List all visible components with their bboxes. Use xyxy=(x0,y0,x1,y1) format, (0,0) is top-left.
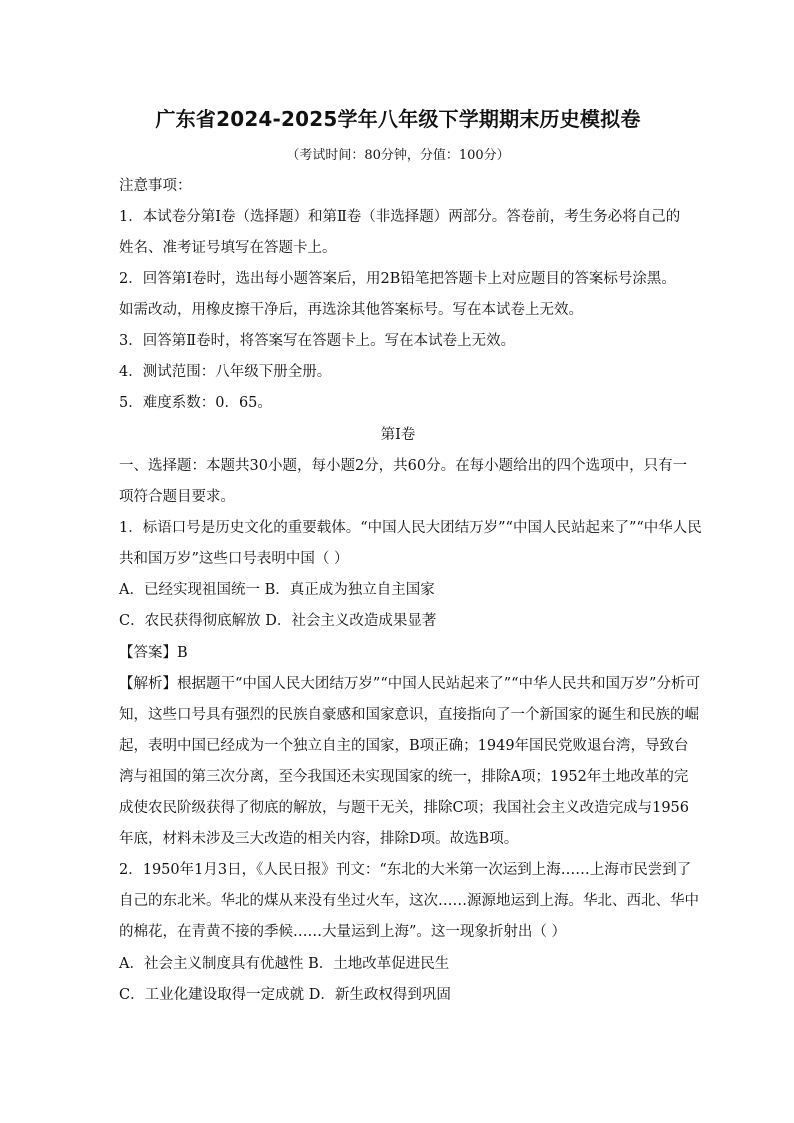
question-2-stem-line: 2．1950年1月3日，《人民日报》刊文：“东北的大米第一次运到上海……上海市民尝到了 xyxy=(119,862,692,878)
exam-subtitle: （考试时间：80分钟，分值：100分） xyxy=(286,148,510,163)
question-1-analysis-line: 【解析】根据题干“中国人民大团结万岁”“中国人民站起来了”“中华人民共和国万岁”分析可 xyxy=(119,676,700,692)
question-2-stem-line: 自己的东北米。华北的煤从来没有坐过火车，这次……源源地运到上海。华北、西北、华中 xyxy=(119,893,699,909)
note-line: 1．本试卷分第Ⅰ卷（选择题）和第Ⅱ卷（非选择题）两部分。答卷前，考生务必将自己的 xyxy=(119,209,681,225)
question-1-analysis-line: 湾与祖国的第三次分离，至今我国还未实现国家的统一，排除A项；1952年土地改革的完 xyxy=(119,769,689,785)
note-line: 如需改动，用橡皮擦干净后，再选涂其他答案标号。写在本试卷上无效。 xyxy=(119,302,583,318)
note-line: 姓名、准考证号填写在答题卡上。 xyxy=(119,240,337,256)
question-1-stem-line: 1．标语口号是历史文化的重要载体。“中国人民大团结万岁”“中国人民站起来了”“中华人民 xyxy=(119,520,702,536)
question-2-stem-line: 的棉花，在青黄不接的季候……大量运到上海”。这一现象折射出（ ） xyxy=(119,924,567,940)
question-1-analysis-line: 年底，材料未涉及三大改造的相关内容，排除D项。故选B项。 xyxy=(119,831,519,847)
note-line: 5．难度系数：0．65。 xyxy=(119,395,272,411)
section-intro-line: 项符合题目要求。 xyxy=(119,489,235,505)
section-label: 第Ⅰ卷 xyxy=(380,427,416,443)
note-line: 2．回答第Ⅰ卷时，选出每小题答案后，用2B铅笔把答题卡上对应题目的答案标号涂黑。 xyxy=(119,271,676,287)
note-line: 3．回答第Ⅱ卷时，将答案写在答题卡上。写在本试卷上无效。 xyxy=(119,333,516,349)
question-1-answer: 【答案】B xyxy=(119,645,188,661)
exam-title: 广东省2024-2025学年八年级下学期期末历史模拟卷 xyxy=(155,107,641,131)
question-1-option-line: C．农民获得彻底解放 D．社会主义改造成果显著 xyxy=(119,613,437,629)
note-line: 4．测试范围：八年级下册全册。 xyxy=(119,364,332,380)
section-intro-line: 一、选择题：本题共30小题，每小题2分，共60分。在每小题给出的四个选项中，只有一 xyxy=(119,458,688,474)
question-1-analysis-line: 成使农民阶级获得了彻底的解放，与题干无关，排除C项；我国社会主义改造完成与1956 xyxy=(119,800,689,816)
question-1-stem-line: 共和国万岁”这些口号表明中国（ ） xyxy=(119,551,349,567)
question-2-option-line: C．工业化建设取得一定成就 D．新生政权得到巩固 xyxy=(119,987,451,1003)
question-1-option-line: A．已经实现祖国统一 B．真正成为独立自主国家 xyxy=(119,582,435,598)
question-1-analysis-line: 知，这些口号具有强烈的民族自豪感和国家意识，直接指向了一个新国家的诞生和民族的崛 xyxy=(119,707,699,723)
question-2-option-line: A．社会主义制度具有优越性 B．土地改革促进民生 xyxy=(119,956,450,972)
question-1-analysis-line: 起，表明中国已经成为一个独立自主的国家，B项正确；1949年国民党败退台湾，导致台 xyxy=(119,738,689,754)
notes-heading: 注意事项： xyxy=(119,178,192,194)
